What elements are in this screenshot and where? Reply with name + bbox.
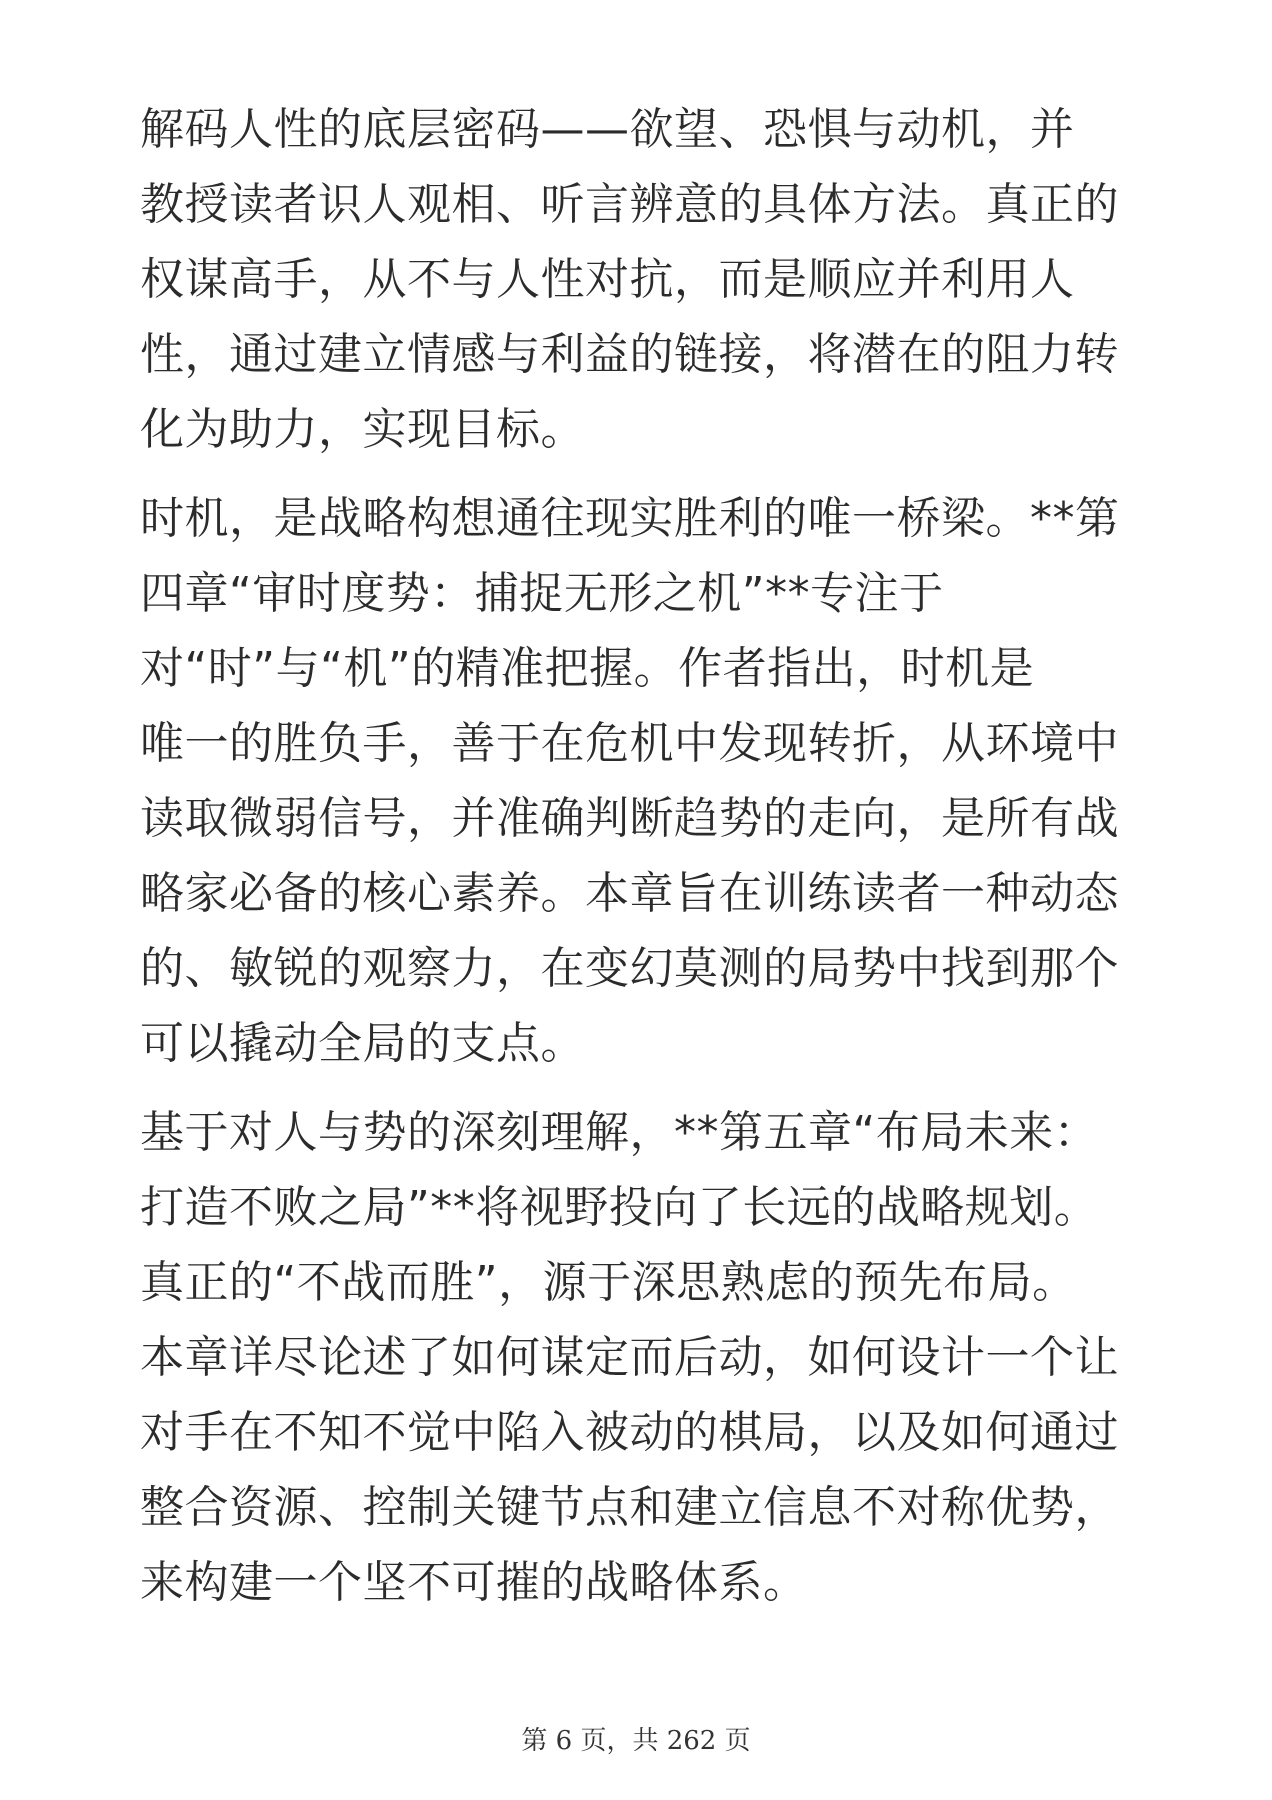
text-line: 真正的“不战而胜”，源于深思熟虑的预先布局。 bbox=[140, 1257, 1077, 1308]
paragraph-3 bbox=[140, 1095, 1140, 1620]
text-line: 性，通过建立情感与利益的链接，将潜在的阻力转 bbox=[140, 329, 1119, 380]
paragraph-1 bbox=[140, 92, 1140, 467]
text-line: 本章详尽论述了如何谋定而后动，如何设计一个让 bbox=[140, 1332, 1119, 1383]
text-line: 对手在不知不觉中陷入被动的棋局，以及如何通过 bbox=[140, 1407, 1119, 1458]
text-line: 时机，是战略构想通往现实胜利的唯一桥梁。**第 bbox=[140, 493, 1120, 544]
text-line: 整合资源、控制关键节点和建立信息不对称优势， bbox=[140, 1482, 1119, 1533]
text-line: 来构建一个坚不可摧的战略体系。 bbox=[140, 1557, 808, 1608]
page-number-footer: 第 6 页，共 262 页 bbox=[521, 1726, 751, 1756]
text-line: 略家必备的核心素养。本章旨在训练读者一种动态 bbox=[140, 868, 1119, 919]
text-line: 唯一的胜负手，善于在危机中发现转折，从环境中 bbox=[140, 718, 1119, 769]
text-line: 打造不败之局”**将视野投向了长远的战略规划。 bbox=[140, 1182, 1099, 1233]
text-line: 解码人性的底层密码——欲望、恐惧与动机，并 bbox=[140, 104, 1075, 155]
text-line: 读取微弱信号，并准确判断趋势的走向，是所有战 bbox=[140, 793, 1119, 844]
text-line: 教授读者识人观相、听言辨意的具体方法。真正的 bbox=[140, 179, 1119, 230]
text-line: 对“时”与“机”的精准把握。作者指出，时机是 bbox=[140, 643, 1035, 694]
text-line: 化为助力，实现目标。 bbox=[140, 404, 585, 455]
text-line: 权谋高手，从不与人性对抗，而是顺应并利用人 bbox=[140, 254, 1075, 305]
text-line: 四章“审时度势：捕捉无形之机”**专注于 bbox=[140, 568, 944, 619]
paragraph-2 bbox=[140, 481, 1140, 1081]
text-line: 的、敏锐的观察力，在变幻莫测的局势中找到那个 bbox=[140, 943, 1119, 994]
text-line: 可以撬动全局的支点。 bbox=[140, 1018, 585, 1069]
text-line: 基于对人与势的深刻理解，**第五章“布局未来： bbox=[140, 1107, 1099, 1158]
body-text bbox=[140, 92, 1140, 1634]
